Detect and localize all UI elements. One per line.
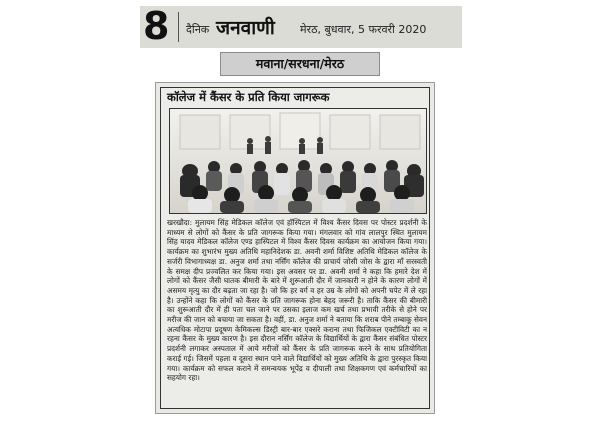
audience-photo-illustration	[170, 109, 426, 213]
article-headline: कॉलेज में कैंसर के प्रति किया जागरूक	[167, 90, 330, 104]
dateline: मेरठ, बुधवार, 5 फरवरी 2020	[300, 23, 427, 36]
paper-prefix: दैनिक	[186, 23, 210, 36]
paper-name: जनवाणी	[216, 17, 275, 39]
article-frame	[160, 87, 430, 409]
masthead-divider	[178, 12, 179, 42]
article-photo	[169, 108, 427, 214]
news-clipping	[155, 82, 435, 414]
section-label: मवाना/सरधना/मेरठ	[220, 52, 380, 76]
article-body: खरखौदा: मुलायम सिंह मेडिकल कॉलेज एवं हॉस्पिटल में विश्व कैंसर दिवस पर पोस्टर प्रदर्शनी के माध्यम से लोगों को कैंसर के प्रति जागरूक किया गया। मंगलवार को गांव लालपुर स्थित मुलायम सिंह यादव मेडिकल कॉलेज एण्ड हास्पिटल में विश्व कैंसर दिवस कार्यक्रम का आयोजन किया गया। कार्यक्रम का शुभारंभ मुख्य अतिथि महानिदेशक डा. अवनी शर्मा विशिष्ट अतिथि मेडिकल कॉलेज के सर्जरी विभागाध्यक्ष डा. अनुज शर्मा तथा नर्सिंग कॉलेज की प्राचार्य जोसी जोस के द्वारा माँ सरस्वती के समक्ष दीप प्रज्वलित कर किया गया। इस अवसर पर डा. अवनी शर्मा ने कहा कि हमारे देश में लोगों को कैंसर जैसी घातक बीमारी के बारे में शुरूआती दौर में जानकारी न होने के कारण लोगों में असमय मृत्यु का दौर बढ़ता जा रहा है। जो कि हर वर्ग व हर उम्र के लोगों को अपनी चपेट में ले रहा है। उन्होंने कहा कि लोगों को कैंसर के प्रति जागरूक होना बेहद जरूरी है। ताकि कैंसर की बीमारी का शुरूआती दौर में ही पता चल जाने पर उसका इलाज कम खर्च तथा प्रभावी तरीके से होने पर मरीज की जान को बचाया जा सकता है। वहीं, डा. अनुज शर्मा ने बताया कि शराब पीने तम्बाकू सेवन अत्यधिक मोटापा प्रदूषण केमिकल्स डिस्ट्री बार-बार एक्सरे कराना तथा फिजिकल एक्टीविटी का न रहना कैंसर के मुख्य कारण है। इस दौरान नर्सिंग कॉलेज के विद्यार्थियों के द्वारा कैंसर संबंधित पोस्टर प्रदर्शनी लगाकर अस्पताल में आये मरीजों को कैंसर के प्रति जागरूक करने के साथ प्रतियोगिता कराई गई। जिसमें पहला व दूसरा स्थान पाने वाले विद्यार्थियों को मुख्य अतिथि के द्वारा पुरस्कृत किया गया। कार्यक्रम को सफल कराने में समन्वयक भूपेंद्र व दीपाली तथा शिक्षकगण एवं कर्मचारियों का सहयोग रहा।	[167, 218, 427, 383]
page-number: 8	[143, 4, 169, 48]
